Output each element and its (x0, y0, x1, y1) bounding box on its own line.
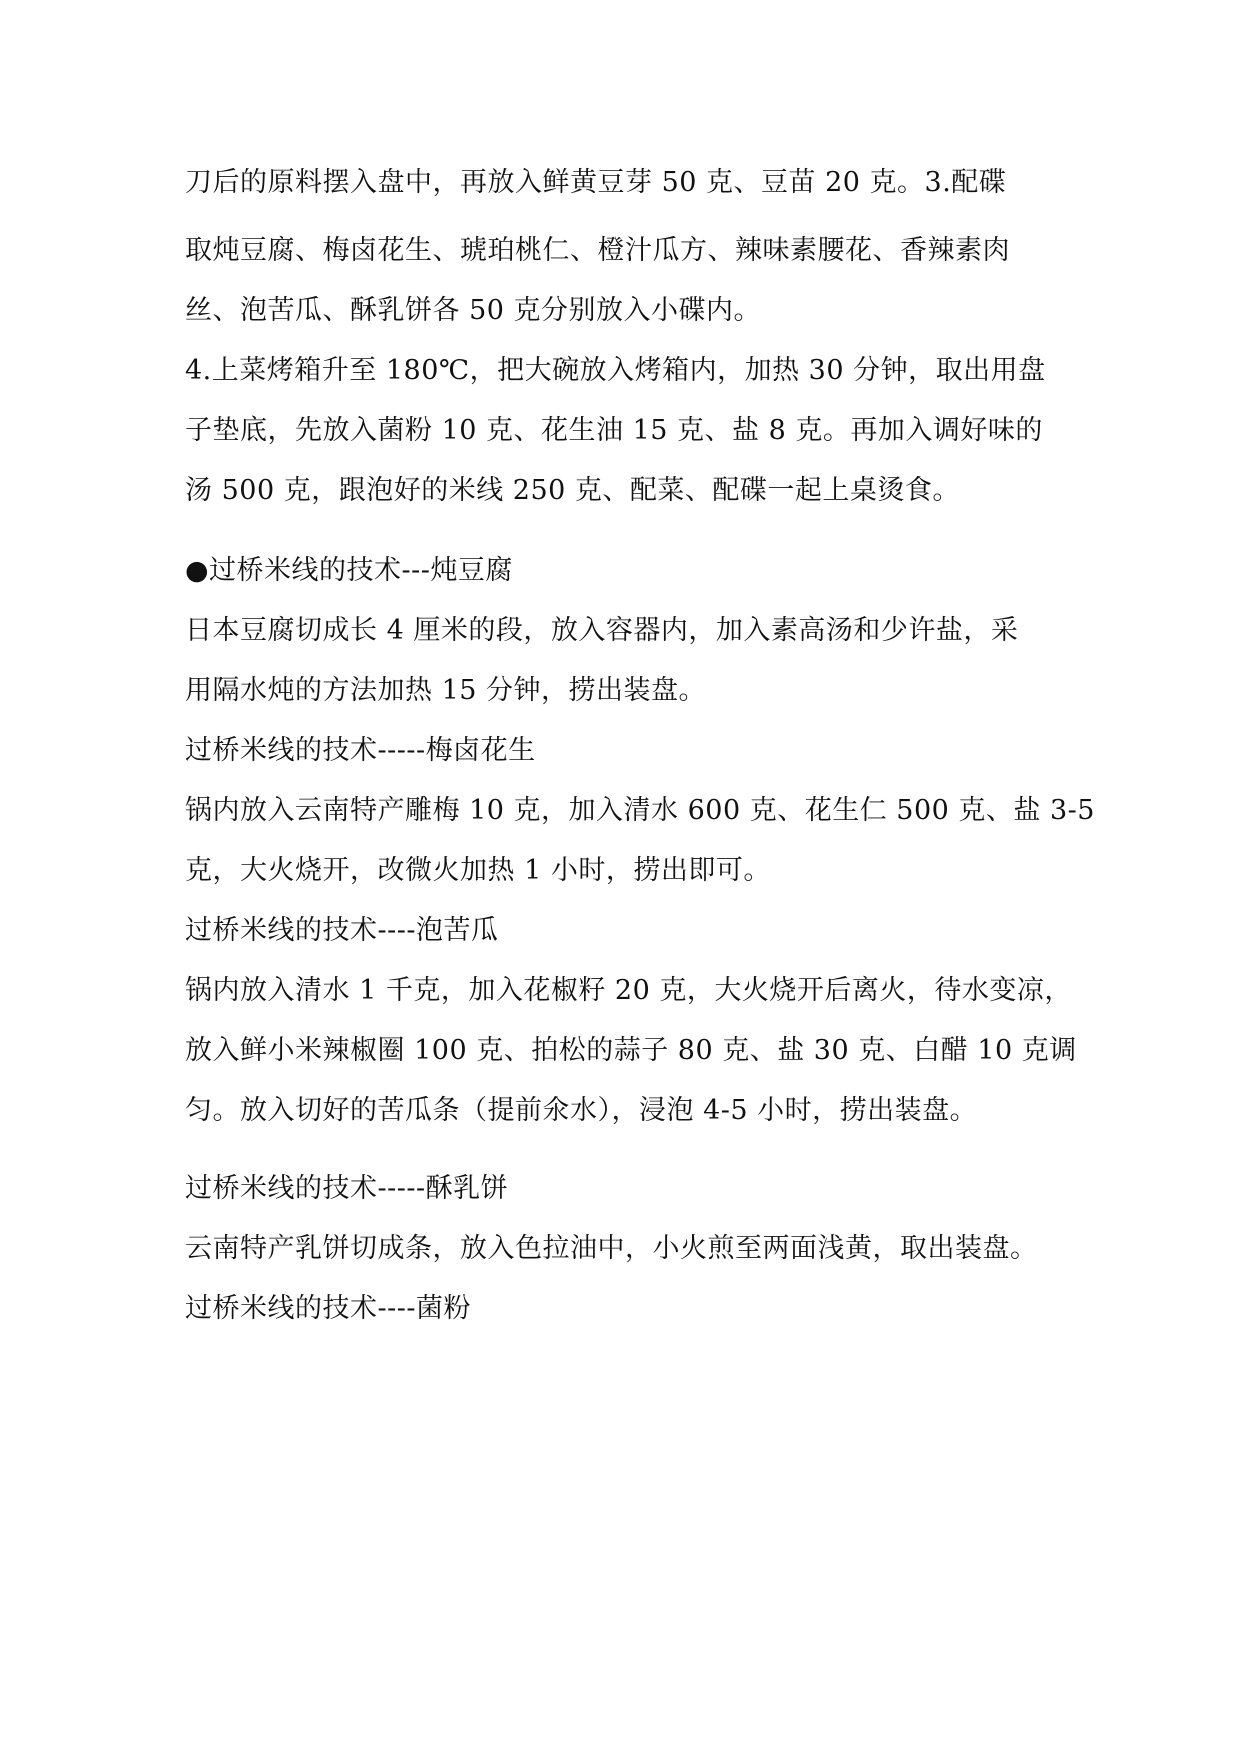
paragraph-line: 克，大火烧开，改微火加热 1 小时，捞出即可。 (185, 855, 771, 886)
section-heading: 过桥米线的技术-----酥乳饼 (185, 1173, 509, 1204)
paragraph-line: 4.上菜烤箱升至 180℃，把大碗放入烤箱内，加热 30 分钟，取出用盘 (185, 355, 1046, 386)
section-heading: 过桥米线的技术----菌粉 (185, 1293, 471, 1324)
paragraph-line: 取炖豆腐、梅卤花生、琥珀桃仁、橙汁瓜方、辣味素腰花、香辣素肉 (185, 235, 1010, 266)
paragraph-line: 刀后的原料摆入盘中，再放入鲜黄豆芽 50 克、豆苗 20 克。3.配碟 (185, 167, 1007, 198)
paragraph-line: 云南特产乳饼切成条，放入色拉油中，小火煎至两面浅黄，取出装盘。 (185, 1233, 1038, 1264)
section-heading: 过桥米线的技术-----梅卤花生 (185, 735, 536, 766)
paragraph-line: 日本豆腐切成长 4 厘米的段，放入容器内，加入素高汤和少许盐，采 (185, 615, 1019, 646)
paragraph-line: 放入鲜小米辣椒圈 100 克、拍松的蒜子 80 克、盐 30 克、白醋 10 克调 (185, 1035, 1077, 1066)
paragraph-line: 子垫底，先放入菌粉 10 克、花生油 15 克、盐 8 克。再加入调好味的 (185, 415, 1043, 446)
paragraph-line: 丝、泡苦瓜、酥乳饼各 50 克分别放入小碟内。 (185, 295, 762, 326)
section-heading: ●过桥米线的技术---炖豆腐 (185, 555, 513, 586)
paragraph-line: 用隔水炖的方法加热 15 分钟，捞出装盘。 (185, 675, 707, 706)
paragraph-line: 锅内放入清水 1 千克，加入花椒籽 20 克，大火烧开后离火，待水变凉， (185, 975, 1072, 1006)
paragraph-line: 匀。放入切好的苦瓜条（提前氽水），浸泡 4-5 小时，捞出装盘。 (185, 1095, 978, 1126)
paragraph-line: 锅内放入云南特产雕梅 10 克，加入清水 600 克、花生仁 500 克、盐 3-5 (185, 795, 1095, 826)
section-heading: 过桥米线的技术----泡苦瓜 (185, 915, 499, 946)
paragraph-line: 汤 500 克，跟泡好的米线 250 克、配菜、配碟一起上桌烫食。 (185, 475, 960, 506)
